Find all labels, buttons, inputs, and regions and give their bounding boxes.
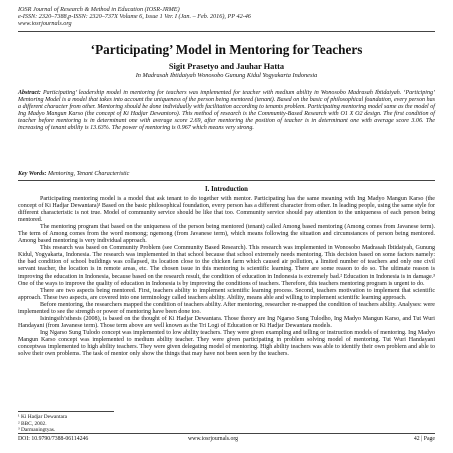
author-affiliation: In Madrasah Ibtidaiyah Wonosobo Gunung Kidul Yogyakarta Indonesia (135, 72, 318, 79)
journal-name: IOSR Journal of Research & Method in Education (IOSR-JRME) (18, 6, 180, 13)
paper-title: ‘Participating’ Model in Mentoring for Teachers (90, 42, 363, 57)
body-paragraph: There are two aspects being mentored. First, teachers ability to implement scientific learning process. Second, teachers motivation to implement that scientific approach. These two aspects, are covered into one terminology called teachers ability. Ability, means able and willing to implement scientific learning approach. (18, 287, 435, 301)
keywords-label: Key Words: (18, 171, 47, 177)
abstract-text: Participating’ leadership model in mentoring for teachers was implemented for teacher with medium ability in Wonosobo Madrasah Ibtidaiyah. ‘Participing’ Mentoring Model is a model that takes into account the uniqueness of the person being mentored (tenant). Based on the basic of philosophical foundation, every person has a different character from other. Mentoring should be done individually with facilitation according to tenants problem. Participating mentoring model same as the model of Ing Madyo Mangun Karso (the concept of Ki Hadjar Dewantoro). This method of research is the Community-Based Research with O1 X O2 design. The first condition of teacher before mentoring is in determinant one with average score 2.69, after mentoring the position of teacher is in determinant one with average score 3.06. The increasing of tenant ability is 13.63%. The power of mentoring is 0.967 which means very strong. (18, 90, 436, 132)
footer-divider (18, 433, 435, 434)
body-paragraph: Isiningsih’sthesis (2008), is based on the thought of Ki Hadjar Dewantara. Those theory are Ing Ngarso Sung Tulodho, Ing Madyo Mangun Karso, and Tut Wuri Handayani (from Javanese term). Those term above are well known as the Tri Logi of Education or Ki Hadjar Dewantara models. (18, 315, 435, 329)
footnote-item: ² BBC, 2002. (18, 420, 47, 427)
footnote-divider (18, 411, 114, 412)
paper-authors: Sigit Prasetyo and Jauhar Hatta (168, 62, 285, 71)
body-paragraph: Ing Ngarso Sung Tulodo concept was implemented to low ability teachers. They were given exampling and telling or instruction models of mentoring. Ing Madyo Mangun Karso concept was implemented to medium ability teacher. They were given participating in problem solving model of mentoring. Tut Wuri Handayani conceptwas implemented to high ability teachers. They were given delegating model of mentoring. High ability teachers was able to identify their own problem and able to solve their own problems. The task of mentor only show the things that may have not been seen by the teachers. (18, 329, 435, 358)
body-paragraph: Participating mentoring model is a model that ask tenant to do together with mentor. Participating has the same meaning with Ing Madyo Mangun Karso (the concept of Ki Hadjar Dewantara)¹ Based on the basic philosophical foundation, every person has a different character from other. In leading people, using the same style for different characteristic is not true. Model of community service should be like that too. Community service should pay attention to the uniqueness of each person being mentored. (18, 196, 435, 224)
footnote-item: ¹ Ki Hadjar Dewantara (18, 414, 68, 420)
journal-header (18, 6, 318, 28)
section-heading: I. Introduction (205, 186, 248, 193)
footnote-item: ³ Darmaningtyas. (18, 427, 56, 434)
body-paragraph: Before mentoring, the researchers mapped the condition of teachers ability. After mentoring, researcher re-mapped the condition of teachers ability. Analyses: were implemented to see the strength or power of mentoring have been done too. (18, 301, 435, 315)
abstract-label: Abstract: (18, 90, 41, 96)
footer-page-number: 42 | Page (413, 436, 435, 442)
footer-site[interactable]: www.iosrjournals.org (188, 436, 239, 442)
journal-issn: e-ISSN: 2320–7388,p-ISSN: 2320–737X Volume 6, Issue 1 Ver. I (Jan. – Feb. 2016), PP 42-46 (18, 13, 251, 21)
header-divider (18, 31, 435, 32)
abstract-divider (18, 180, 435, 181)
footer-doi: DOI: 10.9790/7388-06114246 (18, 436, 89, 442)
journal-url[interactable]: www.iosrjournals.org (18, 20, 72, 28)
body-paragraph: This research was based on Community Problem (see Community Based Research). This research was implemented in Wonosobo Madrasah Ibtidaiyah, Gunung Kidul, Yogyakarta, Indonesia. The research was implemented in that school because that school extremely needs mentoring. This decision based on some factors namely: the bad condition of school buildings was collapsed, its location close to the chicken farm which caused air pollution, a limited number of teachers and only one civil servant teacher, the location is in remote areas, etc. The chosen issue in this mentoring is scientific learning. There are some reason to do so. The ultimate reason is improving the education in Indonesia, because based on the research result, the condition of education in Indonesia is extremely bad.² Education in Indonesia is in damage.³ One of the ways to improve the quality of education in Indonesia is by improving the conditions of teachers. Therefore, this teachers mentoring program is urgent to do. (18, 245, 435, 287)
keywords-text: Mentoring, Tenant Characteristic (48, 171, 130, 177)
section-body (18, 196, 435, 358)
abstract (18, 90, 435, 132)
footnotes (18, 411, 218, 434)
body-paragraph: The mentoring program that based on the uniqueness of the person being mentored (tenant) called Among based mentoring (Among comes from Javanese term). The term of Among comes from the word momong; ngemong (from Javanese term), which means following the situation and circumstances of person being mentored. Among based mentoring is very individual approach. (18, 224, 435, 245)
keywords (18, 171, 435, 178)
